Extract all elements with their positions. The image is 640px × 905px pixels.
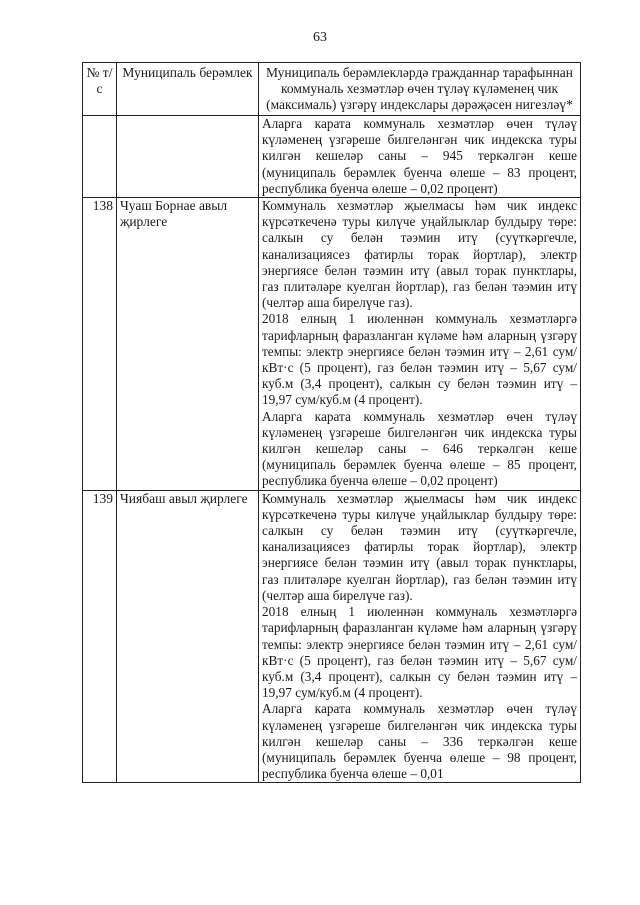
paragraph: Аларга карата коммуналь хезмәтләр өчен түләү күләменең үзгәреше билгеләнгән чик индекска туры килгән кешеләр саны – 646 теркәлгән кеше (муниципаль берәмлек буенча өлеше – 85 процент, республика буенча өлеше – 0,02 процент) — [262, 408, 577, 489]
cell-num: 138 — [83, 198, 117, 491]
table-row-continuation — [83, 116, 581, 198]
table-header-row — [83, 63, 581, 116]
cell-num: 139 — [83, 490, 117, 783]
paragraph: 2018 елның 1 июленнән коммуналь хезмәтләргә тарифларның фаразланган күләме һәм аларның үзгәрү темпы: электр энергиясе белән тәэмин итү – 2,61 сум/кВт·с (5 процент), газ белән тәэмин итү – 5,67 сум/куб.м (3,4 процент), салкын су белән тәэмин итү – 19,97 сум/куб.м (4 процент). — [262, 604, 577, 701]
cell-desc — [259, 198, 581, 491]
cell-continuation — [259, 116, 581, 198]
table-row-139 — [83, 490, 581, 783]
paragraph: Аларга карата коммуналь хезмәтләр өчен түләү күләменең үзгәреше билгеләнгән чик индекска туры килгән кешеләр саны – 945 теркәлгән кеше (муниципаль берәмлек буенча өлеше – 83 процент, республика буенча өлеше – 0,02 процент) — [262, 116, 577, 196]
cell-desc — [259, 490, 581, 783]
cell-name-empty — [117, 116, 259, 198]
header-desc: Муниципаль берәмлекләрдә гражданнар тарафыннан коммуналь хезмәтләр өчен түләү күләменең чик (максималь) үзгәрү индекслары дәрәҗәсен нигезләү* — [259, 63, 581, 116]
cell-num-empty — [83, 116, 117, 198]
cell-name: Чиябаш авыл җирлеге — [117, 490, 259, 783]
page-number: 63 — [313, 30, 327, 45]
header-num: № т/с — [83, 63, 117, 116]
paragraph: Коммуналь хезмәтләр җыелмасы һәм чик индекс күрсәткеченә туры килүче уңайлыклар булдыру төре: салкын су белән тәэмин итү (суүткәргечле, канализациясез фатирлы торак йортлар), электр энергиясе белән тәэмин итү (авыл торак пунктлары, газ плитәләре куелган йортлар), газ белән тәэмин итү (челтәр аша бирелүче газ). — [262, 490, 577, 603]
tariff-table — [82, 62, 581, 783]
table-row-138 — [83, 198, 581, 491]
paragraph: Коммуналь хезмәтләр җыелмасы һәм чик индекс күрсәткеченә туры килүче уңайлыклар булдыру төре: салкын су белән тәэмин итү (суүткәргечле, канализациясез фатирлы торак йортлар), электр энергиясе белән тәэмин итү (авыл торак пунктлары, газ плитәләре куелган йортлар), газ белән тәэмин итү (челтәр аша бирелүче газ). — [262, 198, 577, 311]
cell-name: Чуаш Борнае авыл җирлеге — [117, 198, 259, 491]
header-name: Муниципаль берәмлек — [117, 63, 259, 116]
paragraph: Аларга карата коммуналь хезмәтләр өчен түләү күләменең үзгәреше билгеләнгән чик индекска туры килгән кешеләр саны – 336 теркәлгән кеше (муниципаль берәмлек буенча өлеше – 98 процент, республика буенча өлеше – 0,01 — [262, 701, 577, 782]
paragraph: 2018 елның 1 июленнән коммуналь хезмәтләргә тарифларның фаразланган күләме һәм аларның үзгәрү темпы: электр энергиясе белән тәэмин итү – 2,61 сум/кВт·с (5 процент), газ белән тәэмин итү – 5,67 сум/куб.м (3,4 процент), салкын су белән тәэмин итү – 19,97 сум/куб.м (4 процент). — [262, 311, 577, 408]
